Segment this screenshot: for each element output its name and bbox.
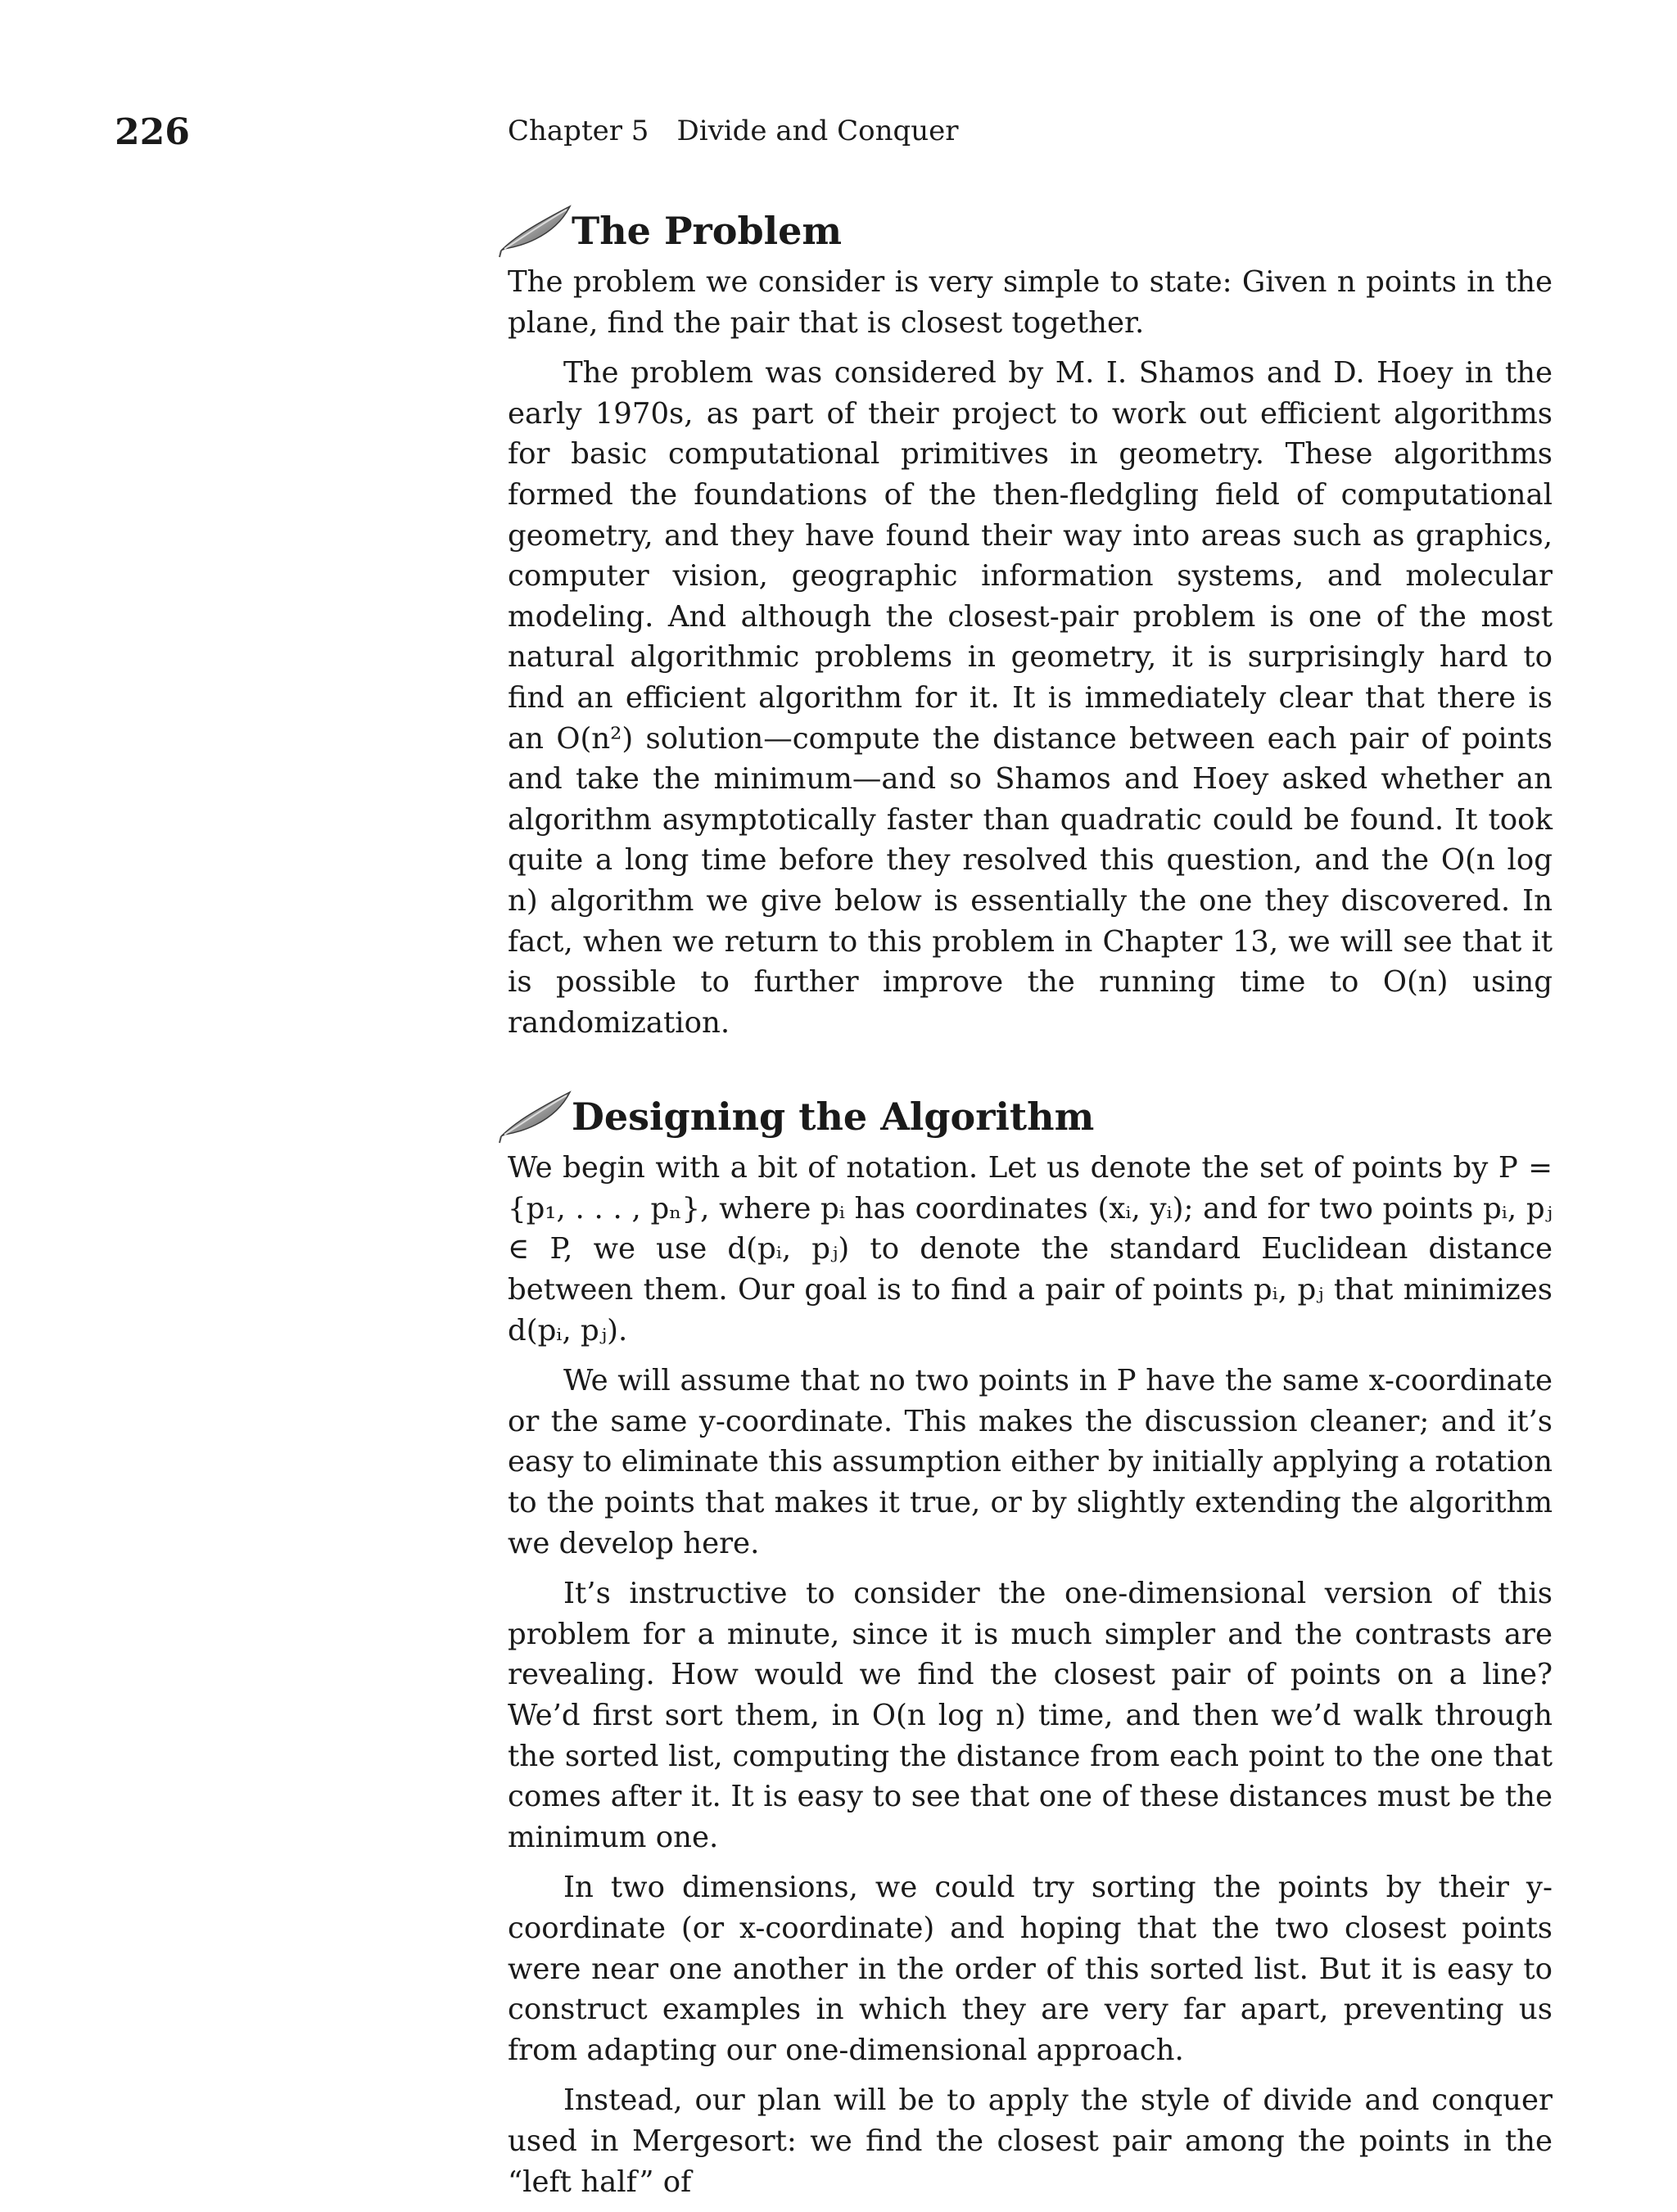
paragraph: Instead, our plan will be to apply the style of divide and conquer used in Mergesort: we find the closest pair among the points in the “left half” of: [508, 2083, 1553, 2199]
section-title: Designing the Algorithm: [572, 1095, 1095, 1140]
section-title: The Problem: [572, 209, 843, 253]
section-heading-designing-the-algorithm: [572, 1090, 1553, 1143]
quill-pen-icon: [498, 1087, 573, 1146]
paragraph: The problem was considered by M. I. Shamos and D. Hoey in the early 1970s, as part of their project to work out efficient algorithms for basic computational primitives in geometry. These algorithms formed the foundations of the then-fledgling field of computational geometry, and they have found their way into areas such as graphics, computer vision, geographic information systems, and molecular modeling. And although the closest-pair problem is one of the most natural algorithmic problems in geometry, it is surprisingly hard to find an efficient algorithm for it. It is immediately clear that there is an O(n²) solution—compute the distance between each pair of points and take the minimum—and so Shamos and Hoey asked whether an algorithm asymptotically faster than quadratic could be found. It took quite a long time before they resolved this question, and the O(n log n) algorithm we give below is essentially the one they discovered. In fact, when we return to this problem in Chapter 13, we will see that it is possible to further improve the running time to O(n) using randomization.: [508, 356, 1553, 1040]
page-number: 226: [115, 111, 190, 153]
chapter-label: Chapter 5: [508, 115, 649, 147]
page-body: [508, 205, 1553, 2212]
chapter-title: Divide and Conquer: [676, 115, 959, 147]
paragraph: In two dimensions, we could try sorting the points by their y-coordinate (or x-coordinate) and hoping that the two closest points were near one another in the order of this sorted list. But it is easy to construct examples in which they are very far apart, preventing us from adapting our one-dimensional approach.: [508, 1871, 1553, 2067]
paragraph: The problem we consider is very simple to state: Given n points in the plane, find the pair that is closest together.: [508, 265, 1553, 340]
paragraph: We begin with a bit of notation. Let us denote the set of points by P = {p₁, . . . , pₙ}, where pᵢ has coordinates (xᵢ, yᵢ); and for two points pᵢ, pⱼ ∈ P, we use d(pᵢ, pⱼ) to denote the standard Euclidean distance between them. Our goal is to find a pair of points pᵢ, pⱼ that minimizes d(pᵢ, pⱼ).: [508, 1151, 1553, 1348]
paragraph: We will assume that no two points in P have the same x-coordinate or the same y-coordinate. This makes the discussion cleaner; and it’s easy to eliminate this assumption either by initially applying a rotation to the points that makes it true, or by slightly extending the algorithm we develop here.: [508, 1364, 1553, 1560]
running-head: [508, 115, 959, 147]
section-heading-the-problem: [572, 205, 1553, 257]
quill-pen-icon: [498, 201, 573, 260]
paragraph: It’s instructive to consider the one-dimensional version of this problem for a minute, since it is much simpler and the contrasts are revealing. How would we find the closest pair of points on a line? We’d first sort them, in O(n log n) time, and then we’d walk through the sorted list, computing the distance from each point to the one that comes after it. It is easy to see that one of these distances must be the minimum one.: [508, 1577, 1553, 1854]
